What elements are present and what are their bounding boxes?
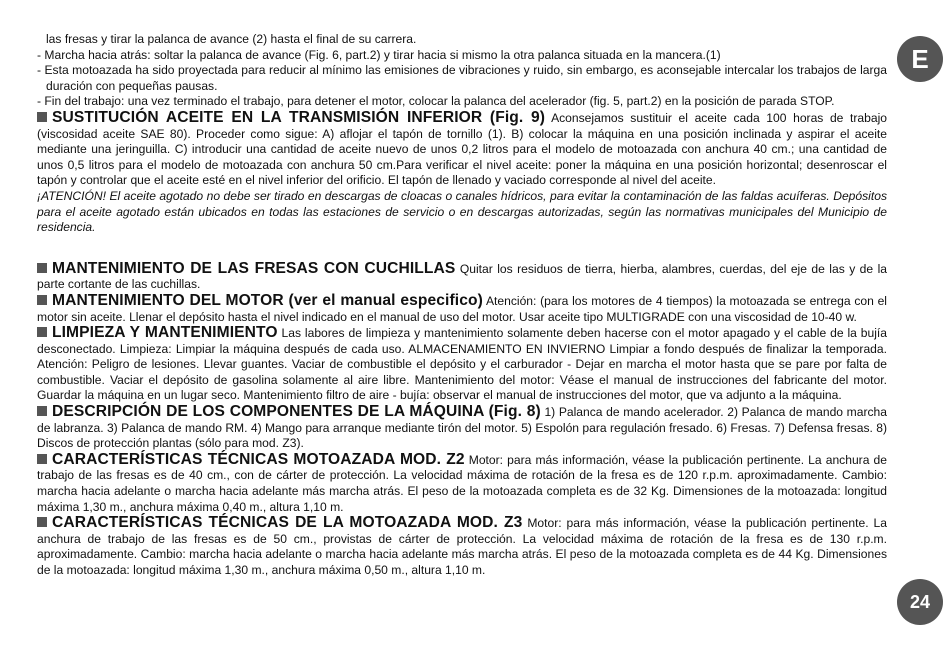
square-bullet-icon	[37, 517, 47, 527]
section-engine-maintenance-heading: MANTENIMIENTO DEL MOTOR (ver el manual especifico)	[52, 291, 483, 309]
manual-text-column	[37, 32, 887, 579]
section-cleaning-body: Las labores de limpieza y mantenimiento solamente deben hacerse con el motor apagado y el cable de la bujía desconectado. Limpieza: Limpiar la máquina después de cada uso. ALMACENAMIENTO EN INVIERNO Limpiar a fondo después de finalizar la temporada. Atención: Peligro de lesiones. Llevar guantes. Vaciar de combustible el depósito y el carburador - Dejar en marcha el motor hasta que se pare por falta de combustible. Vaciar el depósito de gasolina solamente al aire libre. Mantenimiento del motor: Véase el manual de instrucciones del fabricante del motor. Guardar la máquina en un lugar seco. Mantenimiento filtro de aire - bujía: observar el manual de instrucciones del motor, que va adjunto a la máquina.	[37, 326, 887, 403]
section-cleaning-heading: LIMPIEZA Y MANTENIMIENTO	[52, 324, 278, 342]
spacer	[37, 236, 887, 261]
section-specs-z3	[37, 515, 887, 578]
section-oil-change-heading: SUSTITUCIÓN ACEITE EN LA TRANSMISIÓN INFERIOR (Fig. 9)	[52, 108, 546, 126]
section-specs-z3-heading: CARACTERÍSTICAS TÉCNICAS DE LA MOTOAZADA MOD. Z3	[52, 514, 523, 532]
section-engine-maintenance	[37, 293, 887, 325]
language-tab: E	[897, 36, 943, 82]
intro-line-2: - Marcha hacia atrás: soltar la palanca de avance (Fig. 6, part.2) y tirar hacia si mismo la otra palanca situada en la mancera.(1)	[37, 47, 721, 62]
square-bullet-icon	[37, 454, 47, 464]
section-engine-maintenance-body: Atención: (para los motores de 4 tiempos) la motoazada se entrega con el motor sin aceite. Llenar el depósito hasta el nivel indicado en el manual de uso del motor. Usar aceite tipo MULTIGRADE con una viscosidad de 10-40 w.	[37, 293, 887, 324]
section-specs-z3-body: Motor: para más información, véase la publicación pertinente. La anchura de trabajo de las fresas es de 50 cm., provistas de cárter de protección. La velocidad máxima de rotación de la fresa es de 130 r.p.m. aproximadamente. Cambio: marcha hacia adelante o marcha hacia adelante más marcha atrás. El peso de la motoazada completa es de 44 Kg. Dimensiones de la motoazada: longitud máxima 1,30 m., anchura máxima 0,50 m., altura 1,10 m.	[37, 516, 887, 577]
section-specs-z2-heading: CARACTERÍSTICAS TÉCNICAS MOTOAZADA MOD. Z2	[52, 450, 465, 468]
square-bullet-icon	[37, 263, 47, 273]
section-components-heading: DESCRIPCIÓN DE LOS COMPONENTES DE LA MÁQUINA (Fig. 8)	[52, 403, 541, 421]
square-bullet-icon	[37, 112, 47, 122]
square-bullet-icon	[37, 295, 47, 305]
section-specs-z2	[37, 452, 887, 515]
section-components	[37, 404, 887, 452]
square-bullet-icon	[37, 406, 47, 416]
section-specs-z2-body: Motor: para más información, véase la publicación pertinente. La anchura de trabajo de las fresas es de 40 cm., con de cárter de protección. La velocidad máxima de rotación de la fresa es de 120 r.p.m. aproximadamente. Cambio: marcha hacia adelante o marcha hacia adelante más marcha atrás. El peso de la motoazada completa es de 32 Kg. Dimensiones de la motoazada: longitud máxima 1,30 m., anchura máxima 0,40 m., altura 1,10 m.	[37, 452, 887, 514]
section-tiller-blades	[37, 261, 887, 293]
intro-line-1: las fresas y tirar la palanca de avance (2) hasta el final de su carrera.	[46, 32, 417, 46]
intro-line-3: - Esta motoazada ha sido proyectada para reducir al mínimo las emisiones de vibraciones y ruido, sin embargo, es aconsejable intercalar los trabajos de larga duración con pequeñas pausas.	[37, 63, 887, 93]
page-number: 24	[897, 579, 943, 625]
section-oil-change-body: Aconsejamos sustituir el aceite cada 100 horas de trabajo (viscosidad aceite SAE 80). Proceder como sigue: A) aflojar el tapón de tornillo (1). B) colocar la máquina en una posición inclinada y aspirar el aceite mediante una jeringuilla. C) introducir una cantidad de aceite nuevo de unos 0,2 litros para el modelo de motoazada con anchura 40 cm.; una cantidad de unos 0,5 litros para el modelo de motoazada con anchura 50 cm.Para verificar el nivel aceite: poner la máquina en una posición horizontal; desenroscar el tapón y controlar que el aceite esté en el nivel inferior del orificio. El tapón de llenado y vaciado corresponde al nivel del aceite.	[37, 110, 888, 188]
section-tiller-blades-heading: MANTENIMIENTO DE LAS FRESAS CON CUCHILLAS	[52, 259, 456, 277]
section-oil-change	[37, 110, 887, 189]
section-components-body: 1) Palanca de mando acelerador. 2) Palanca de mando marcha de labranza. 3) Palanca de mando RM. 4) Mango para arranque mediante tirón del motor. 5) Espolón para regulación fresado. 6) Fresas. 7) Defensa fresas. 8) Discos de protección plantas (sólo para mod. Z3).	[37, 405, 887, 451]
section-cleaning	[37, 325, 887, 404]
oil-warning: ¡ATENCIÓN! El aceite agotado no debe ser tirado en descargas de cloacas o canales hídricos, para evitar la contaminación de las faldas acuíferas. Depósitos para el aceite agotado están ubicados en todas las estaciones de servicio o en descargas autorizadas, según las normativas municipales del Municipio de residencia.	[37, 188, 887, 235]
square-bullet-icon	[37, 327, 47, 337]
intro-line-4: - Fin del trabajo: una vez terminado el trabajo, para detener el motor, colocar la palanca del acelerador (fig. 5, part.2) en la posición de parada STOP.	[37, 94, 835, 109]
section-tiller-blades-body: Quitar los residuos de tierra, hierba, alambres, cuerdas, del eje de las y de la parte cortante de las cuchillas.	[37, 261, 887, 292]
